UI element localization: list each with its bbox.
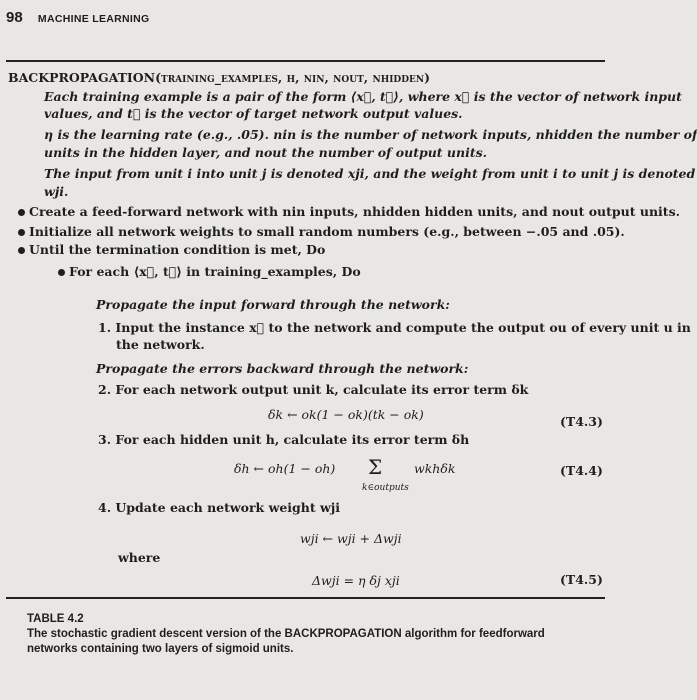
- desc-line-3b: wji.: [44, 184, 69, 199]
- desc-line-3a: The input from unit i into unit j is denoted xji, and the weight from unit i to unit j is denoted: [44, 166, 696, 181]
- page-header: [6, 8, 149, 26]
- step-create: [18, 204, 680, 219]
- step-create-text: Create a feed-forward network with nin inputs, nhidden hidden units, and nout output units.: [29, 204, 680, 219]
- desc-line-2b: units in the hidden layer, and nout the number of output units.: [44, 145, 488, 160]
- equation-t4-3: δk ← ok(1 − ok)(tk − ok): [268, 407, 424, 422]
- for-each-text: For each ⟨x⃗, t⃗⟩ in training_examples, Do: [69, 264, 361, 279]
- table-caption: [27, 612, 587, 657]
- step-until-text: Until the termination condition is met, Do: [29, 242, 326, 257]
- desc-line-1a: Each training example is a pair of the form ⟨x⃗, t⃗⟩, where x⃗ is the vector of network input: [44, 89, 682, 104]
- equation-t4-4-left: δh ← oh(1 − oh): [234, 461, 336, 476]
- summation-subscript: k∈outputs: [362, 483, 409, 493]
- equation-t4-5: Δwji = η δj xji: [312, 573, 400, 588]
- equation-number-t4-3: (T4.3): [560, 414, 603, 429]
- where-label: where: [118, 550, 161, 565]
- summation-symbol: Σ: [368, 455, 383, 479]
- bullet-icon: [18, 229, 25, 236]
- bullet-icon: [18, 209, 25, 216]
- propagate-backward-heading: Propagate the errors backward through the network:: [96, 361, 469, 376]
- propagate-forward-heading: Propagate the input forward through the network:: [96, 297, 450, 312]
- step-2: 2. For each network output unit k, calculate its error term δk: [98, 382, 529, 397]
- step-init-text: Initialize all network weights to small random numbers (e.g., between −.05 and .05).: [29, 224, 625, 239]
- bottom-rule: [6, 597, 605, 599]
- equation-number-t4-5: (T4.5): [560, 572, 603, 587]
- equation-t4-4-right: wkhδk: [414, 461, 456, 476]
- equation-update: wji ← wji + Δwji: [300, 531, 402, 546]
- top-rule: [6, 60, 605, 62]
- bullet-icon: [58, 269, 65, 276]
- step-4: 4. Update each network weight wji: [98, 500, 341, 515]
- step-init: [18, 224, 625, 239]
- desc-line-1b: values, and t⃗ is the vector of target network output values.: [44, 106, 463, 121]
- desc-line-2a: η is the learning rate (e.g., .05). nin is the number of network inputs, nhidden the number of: [44, 127, 697, 142]
- caption-text: The stochastic gradient descent version of the BACKPROPAGATION algorithm for feedforward networks containing two layers of sigmoid units.: [27, 628, 545, 655]
- algorithm-signature: BACKPROPAGATION(training_examples, η, nin, nout, nhidden): [8, 70, 431, 85]
- step-1b: the network.: [116, 337, 205, 352]
- step-3: 3. For each hidden unit h, calculate its error term δh: [98, 432, 470, 447]
- for-each: [58, 264, 361, 279]
- step-1a: 1. Input the instance x⃗ to the network and compute the output ou of every unit u in: [98, 320, 691, 335]
- page-number: 98: [6, 9, 23, 26]
- equation-number-t4-4: (T4.4): [560, 463, 603, 478]
- step-until: [18, 242, 325, 257]
- running-title: MACHINE LEARNING: [37, 13, 150, 25]
- caption-label: TABLE 4.2: [27, 613, 84, 625]
- bullet-icon: [18, 247, 25, 254]
